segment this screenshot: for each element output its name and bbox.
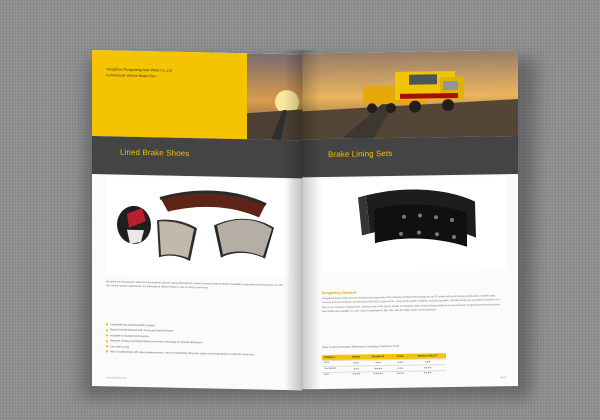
rongsheng-standard-heading: Rongsheng Standard	[322, 290, 357, 296]
lined-brake-shoes-description: All shoes are the premium selection from material and are critical dimensional controls to ensure ease of fitment. Available in standard and first oversize, to meet 400 vehicle specific applications. It's advisable to replace shoes in sets to ensure even wear.	[106, 280, 284, 290]
left-footer-url: www.rshbrake.com	[106, 376, 127, 380]
table-cell: ★★★★	[365, 365, 391, 371]
feature-item: Lined With Non Asbestos(NAO) material	[106, 322, 286, 331]
company-info	[106, 66, 172, 79]
table-cell: ★★★	[365, 359, 391, 365]
table-cell: Semi	[322, 360, 347, 366]
table-cell: ★★★	[347, 366, 365, 372]
table-cell: ★★★★	[409, 370, 446, 376]
wearrate-header: WEARRATE	[365, 354, 391, 360]
table-cell: ★★★★	[391, 371, 409, 377]
left-page	[92, 50, 302, 390]
brake-stability-header: BRAKE STABILITY	[409, 353, 446, 359]
right-page	[302, 50, 518, 389]
performance-comparison-table	[322, 353, 446, 377]
brochure-gutter-shadow	[284, 50, 320, 390]
feature-item: Available In Standard And Oversize	[106, 333, 286, 342]
company-name: Hangzhou Rongsheng Auto Parts Co.,Ltd	[106, 67, 172, 73]
lined-brake-shoes-title: Lined Brake Shoes	[120, 147, 190, 159]
table-cell: ★★★	[391, 359, 409, 365]
noise-header: NOISE	[391, 354, 409, 360]
table-cell: Low Metallic	[322, 366, 347, 372]
truck-photo-right	[302, 50, 518, 139]
brake-lining-description: Rongsheng brake linings sets are manufactured using state of the Asbestos free(NAO) technology and are TP tested with good braking performance, excellent fade, recovery and wear behavior, and all meets FMVSS121 requirements. They provide stable, noiseless and quiet operation. All brake lining sets are packed 2 sets/box or 4 sets as per customers requirements. Standard sets of OE spec in excess of 40,000km under normal driving conditions can be expected. Rongsheng Commercial vehicle drum brake sets available in a wide range of applications: 18K, 22K, 23K and higher grade can be achieved.	[322, 294, 501, 314]
table-cell: ★★★★	[409, 364, 446, 370]
table-cell: ★★★	[391, 365, 409, 371]
page-number: 05-06	[499, 376, 506, 380]
company-subtitle: Commercial Vehicle Brake Part	[106, 73, 156, 79]
comparison-chart-caption: Major Friction Formulation Performance Comparison Reference Chart	[322, 344, 400, 350]
left-title-banner	[92, 136, 302, 178]
formula-header: FORMULA	[322, 355, 347, 361]
feature-item: Adhesive riveting processing optimizes rivet size and shape for superior attachment	[106, 339, 286, 348]
feature-item: New E coated shoes with spare welded process. Correct concentricity allows the center of the brake shoe to contact the drum first.	[106, 349, 286, 358]
table-cell: ★★★	[409, 359, 446, 365]
feature-item: Cam roller & Axle	[106, 344, 286, 353]
table-cell: ★★★★	[347, 371, 365, 377]
table-cell: NAO	[322, 372, 347, 378]
table-cell: ★★★	[347, 360, 365, 366]
table-row	[322, 370, 446, 377]
brake-lining-product-image	[322, 176, 506, 273]
brake-header: BRAKE	[347, 354, 365, 360]
brake-lining-sets-title: Brake Lining Sets	[328, 148, 393, 159]
yellow-header	[92, 50, 247, 139]
brake-shoes-product-image	[106, 176, 290, 278]
feature-list	[106, 322, 286, 358]
table-cell: ★★★★★	[365, 371, 391, 377]
feature-item: Radius Ground Matched Sets To Ensure Ease Of Fitment	[106, 328, 286, 337]
